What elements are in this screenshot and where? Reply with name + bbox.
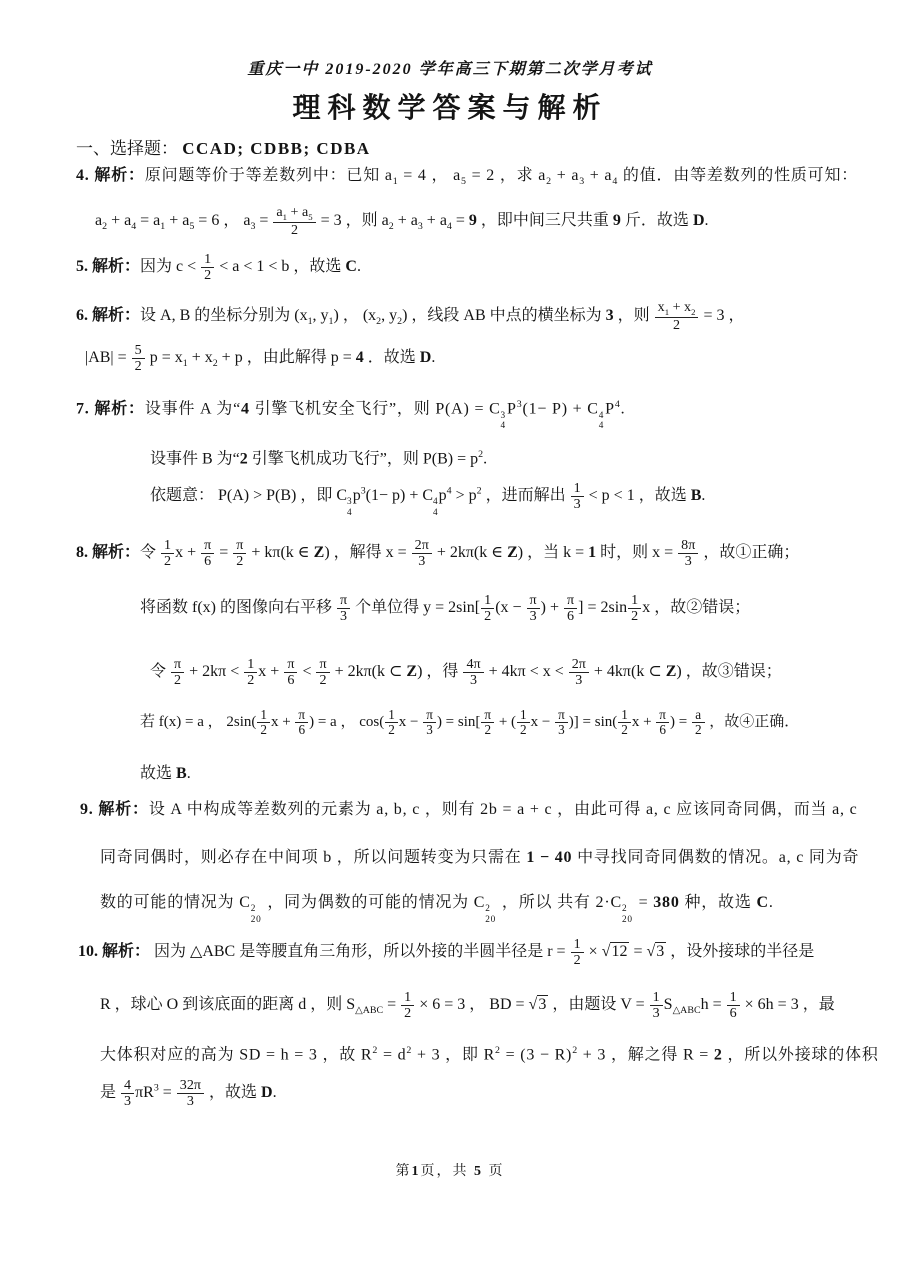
solution-q9-line1: 9. 解析：设 A 中构成等差数列的元素为 a, b, c ，则有 2b = a + c ，由此可得 a, c 应该同奇同偶，而当 a, c — [80, 801, 858, 818]
solution-q4-line1: 4. 解析：原问题等价于等差数列中：已知 $a_1 = 4$ ， $a_5 = 2$ ，求 $a_2 + a_3 + a_4$ 的值．由等差数列的性质可知： — [76, 167, 859, 188]
solution-q7-line1: 7. 解析：设事件 A 为“4 引擎飞机安全飞行”，则 P(A) = C 3 4 $P^3(1- P) + C$ 4 4 $P^4$. — [76, 399, 626, 432]
solution-q5-line1: 5. 解析：因为 c < $\frac{1}{2}$ < a < 1 < b ，故选 C. — [76, 251, 361, 283]
solution-q9-line3: 数的可能的情况为 C 2 20 ，同为偶数的可能的情况为 C 2 20 ，所以 共有 2·C 2 20 = 380 种，故选 C. — [100, 894, 774, 925]
choice-answers-line — [76, 139, 371, 159]
solution-q6-line1: 6. 解析：设 A, B 的坐标分别为 ($x_1$, $y_1$) ， ($x_2$, $y_2$) ，线段 AB 中点的横坐标为 3 ，则 $\frac{x_1 + x_2}{2}$ = 3 ， — [76, 299, 745, 333]
page-footer: 第1页，共 5 页 — [395, 1164, 505, 1179]
page-title: 理科数学答案与解析 — [292, 93, 608, 124]
solution-q10-line2: R ，球心 O 到该底面的距离 d ，则 $S_{\triangle ABC}$ = $\frac{1}{2}$ × 6 = 3 ， BD = √3 ，由题设 V = $\frac{1}{3}$ $S_{\triangle ABC}h$ = $\frac{1}{6}$ × 6h = 3 ，最 — [100, 989, 835, 1021]
choice-answers-label: 一、选择题： — [76, 139, 183, 158]
solution-q6-line2: |AB| = $\frac{5}{2}$ $p = x_1 + x_2 + p$ ，由此解得 p = 4 ．故选 D. — [85, 342, 436, 374]
solution-q7-line3: 依题意： P(A) > P(B) ，即 C 3 4 $p^3(1- p) + C$ 4 4 $p^4 > p^2$ ，进而解出 $\frac{1}{3}$ < p < 1 ，故选 B. — [150, 480, 706, 518]
solution-q7-line2: 设事件 B 为“2 引擎飞机成功飞行”，则 $P(B) = p^2$. — [150, 449, 488, 468]
solution-q8-line5: 故选 B. — [140, 765, 191, 782]
solution-q10-line3: 大体积对应的高为 SD = h = 3 ，故 $R^2 = d^2 + 3$ ，即 $R^2 = (3 - R)^2 + 3$ ，解之得 R = 2 ，所以外接球的体积 — [100, 1045, 879, 1064]
solution-q9-line2: 同奇同偶时，则必存在中间项 b ，所以问题转变为只需在 1 − 40 中寻找同奇同偶数的情况。a, c 同为奇 — [100, 849, 860, 866]
solution-q8-line3: 令 $\frac{\pi}{2}$ + 2kπ < $\frac{1}{2}$ x + $\frac{\pi}{6}$ < $\frac{\pi}{2}$ + 2kπ(k ⊂ Z) ，得 $\frac{4\pi}{3}$ + 4kπ < x < $\frac{2\pi}{3}$ + 4kπ(k ⊂ Z) ，故③错误； — [150, 656, 782, 688]
choice-answers-values: CCAD; CDBB; CDBA — [182, 139, 371, 158]
solution-q8-line1: 8. 解析：令 $\frac{1}{2}$ x + $\frac{\pi}{6}$ = $\frac{\pi}{2}$ + kπ(k ∈ Z) ，解得 x = $\frac{2\pi}{3}$ + 2kπ(k ∈ Z) ，当 k = 1 时，则 x = $\frac{8\pi}{3}$ ，故①正确； — [76, 537, 800, 569]
solution-q8-line2: 将函数 f(x) 的图像向右平移 $\frac{\pi}{3}$ 个单位得 y = 2sin[ $\frac{1}{2}$ (x − $\frac{\pi}{3}$ ) + $\frac{\pi}{6}$ ] = 2sin $\frac{1}{2}$ x ，故②错误； — [140, 592, 751, 624]
solution-q8-line4: 若 f(x) = a ， 2sin( $\frac{1}{2}$ x + $\frac{\pi}{6}$ ) = a ， cos( $\frac{1}{2}$ x − $\frac{\pi}{3}$ ) = sin[ $\frac{\pi}{2}$ + ( $\frac{1}{2}$ x − $\frac{\pi}{3}$ )] = sin( $\frac{1}{2}$ x + $\frac{\pi}{6}$ ) = $\frac{a}{2}$ ，故④正确． — [140, 707, 800, 737]
solution-q4-line2: $a_2 + a_4 = a_1 + a_5 = 6$ ， $a_3$ = $\frac{a_1 + a_5}{2}$ = 3 ，则 $a_2 + a_3 + a_4 = 9$ ，即中间三尺共重 9 斤．故选 D. — [95, 204, 709, 238]
solution-q10-line1: 10. 解析： 因为 △ABC 是等腰直角三角形，所以外接的半圆半径是 r = $\frac{1}{2}$ × √12 = √3 ，设外接球的半径是 — [78, 936, 815, 968]
solution-q10-line4: 是 $\frac{4}{3}$ $\pi R^3$ = $\frac{32\pi}{3}$ ，故选 D. — [100, 1077, 277, 1109]
exam-header: 重庆一中 2019-2020 学年高三下期第二次学月考试 — [247, 61, 653, 78]
